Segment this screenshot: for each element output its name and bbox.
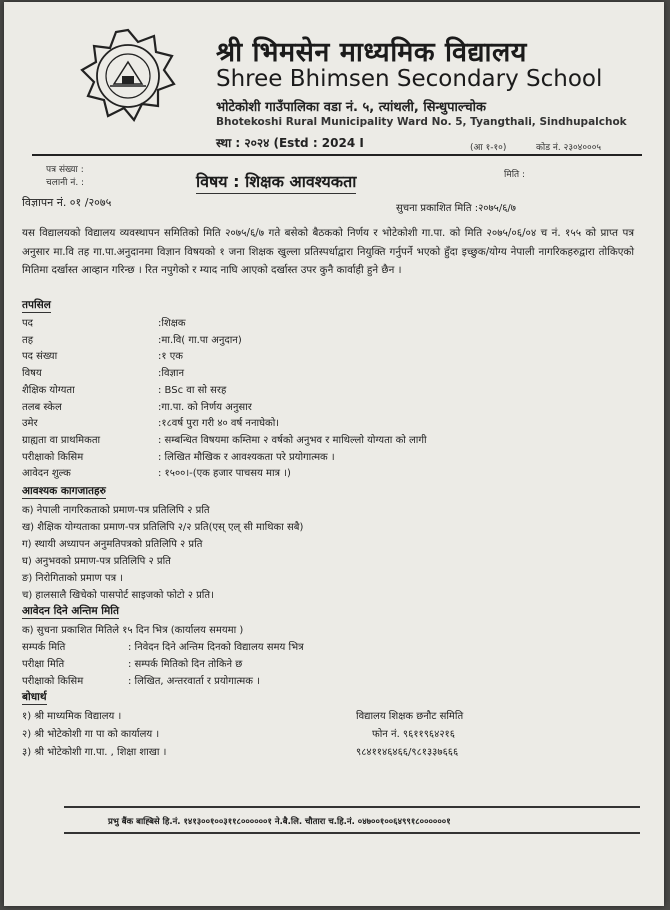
detail-value: :मा.वि( गा.पा अनुदान) [158,334,242,346]
bodhartha-heading: बोधार्थ [22,691,47,703]
deadline-heading: आवेदन दिने अन्तिम मिति [22,605,120,617]
detail-value: : BSc वा सो सरह [158,384,227,396]
school-name-english: Shree Bhimsen Secondary School [216,66,603,92]
detail-value: : लिखित मौखिक र आवश्यकता परे प्रयोगात्मक । [158,451,335,463]
date-label: मिति : [504,170,526,180]
detail-key: विषय [22,368,42,380]
school-code: कोड नं. २३०४०००५ [536,143,602,153]
address-english: Bhotekoshi Rural Municipality Ward No. 5, Tyangthali, Sindhupalchok [216,116,627,128]
detail-key: शैक्षिक योग्यता [22,384,75,396]
document-item: घ) अनुभवको प्रमाण-पत्र प्रतिलिपि २ प्रति [22,556,171,567]
footer-divider-top [64,806,640,808]
bodhartha-item: २) श्री भोटेकोशी गा पा को कार्यालय । [22,729,160,740]
committee-mobile: ९८४११४६४६६/९८१३३७६६६ [356,747,459,758]
committee-phone: फोन नं. ९६११९६४२१६ [372,729,455,740]
deadline-value: : निवेदन दिने अन्तिम दिनको विद्यालय समय भित्र [128,642,304,653]
document-item: ग) स्थायी अध्यापन अनुमतिपत्रको प्रतिलिपि २ प्रति [22,539,203,550]
deadline-value: : सम्पर्क मितिको दिन तोकिने छ [128,659,243,670]
detail-key: पद [22,318,33,329]
notice-paper [4,2,664,906]
detail-value: :गा.पा. को निर्णय अनुसार [158,401,252,413]
detail-value: : १५००।-(एक हजार पाचसय मात्र ।) [158,468,291,480]
bank-details: प्रभु बैंक बाह्बिसे हि.नं. १४१३००१००३११८००००००१ ने.बै.लि. चौतारा च.हि.नं. ०४७००१००६४९९१८००००००१ [108,817,451,827]
footer-divider-bottom [64,832,640,834]
dispatch-number-label: चलानी नं. : [46,178,85,188]
detail-key: उमेर [22,418,38,430]
document-item: ङ) निरोगिताको प्रमाण पत्र । [22,573,124,584]
detail-key: आवेदन शुल्क [22,468,71,480]
advertisement-number: विज्ञापन नं. ०१ /२०७५ [22,196,112,209]
header-divider [32,154,642,156]
established-year: स्था : २०२४ (Estd : 2024 I [216,136,364,150]
deadline-key: परीक्षा मिति [22,659,65,670]
document-item: क) नेपाली नागरिकताको प्रमाण-पत्र प्रतिलिपि २ प्रति [22,505,210,516]
document-item: च) हालसालै खिचेको पासपोर्ट साइजको फोटो २ प्रति। [22,590,214,601]
bodhartha-item: १) श्री माध्यमिक विद्यालय । [22,711,122,722]
deadline-key: सम्पर्क मिति [22,642,66,653]
detail-key: परीक्षाको किसिम [22,451,84,463]
detail-value: :विज्ञान [158,368,185,380]
detail-key: तलब स्केल [22,401,62,413]
notice-body: यस विद्यालयको विद्यालय व्यवस्थापन समितिको मिति २०७५/६/७ गते बसेको बैठकको निर्णय र भोटेकोशी गा.पा. को मिति २०७५/०६/०४ च नं. १५५ को प्राप्त पत्र अनुसार मा.वि तह गा.पा.अनुदानमा विज्ञान विषयको १ जना शिक्षक खुल्ला प्रतिस्पर्धाद्वारा नियुक्ति गर्नुपर्ने भएको हुँदा इच्छुक/योग्य नेपाली नागरिकहरुद्वारा तोकिएको मितिमा दर्खास्त आव्हान गरिन्छ । रित नपुगेको र म्याद नाघि आएको दर्खास्त उपर कुनै कार्वाही हुने छैन । [22,227,634,276]
detail-key: पद संख्या [22,351,58,363]
address-nepali: भोटेकोशी गाउँपालिका वडा नं. ५, त्यांथली, सिन्धुपाल्चोक [216,100,486,115]
deadline-key: परीक्षाको किसिम [22,676,84,687]
detail-value: :१ एक [158,351,183,363]
school-emblem-icon [80,28,176,124]
letter-number-label: पत्र संख्या : [46,165,84,175]
detail-key: तह [22,334,34,346]
school-name-nepali: श्री भिमसेन माध्यमिक विद्यालय [216,37,527,68]
detail-value: : सम्बन्धित विषयमा कम्तिमा २ वर्षको अनुभव र माथिल्लो योग्यता को लागी [158,434,427,446]
documents-heading: आवश्यक कागजातहरु [22,485,106,497]
document-item: ख) शैक्षिक योग्यताका प्रमाण-पत्र प्रतिलिपि २/२ प्रति(एस् एल् सी माथिका सबै) [22,522,304,533]
detail-value: :शिक्षक [158,318,186,329]
deadline-value: : लिखित, अन्तरवार्ता र प्रयोगात्मक । [128,676,260,687]
grade-range: (आ १-१०) [470,143,507,153]
notice-publish-date: सुचना प्रकाशित मिति :२०७५/६/७ [396,203,517,214]
detail-key: ग्राह्यता वा प्राथमिकता [22,434,101,446]
details-heading: तपसिल [22,299,51,311]
detail-value: :१८वर्ष पुरा गरी ४० वर्ष ननाघेको। [158,418,280,430]
deadline-key: क) सुचना प्रकाशित मितिले १५ दिन भित्र (कार्यालय समयमा ) [22,625,244,636]
bodhartha-item: ३) श्री भोटेकोशी गा.पा. , शिक्षा शाखा । [22,747,167,758]
committee-name: विद्यालय शिक्षक छनौट समिति [356,711,464,722]
subject-heading: विषय : शिक्षक आवश्यकता [196,170,356,194]
